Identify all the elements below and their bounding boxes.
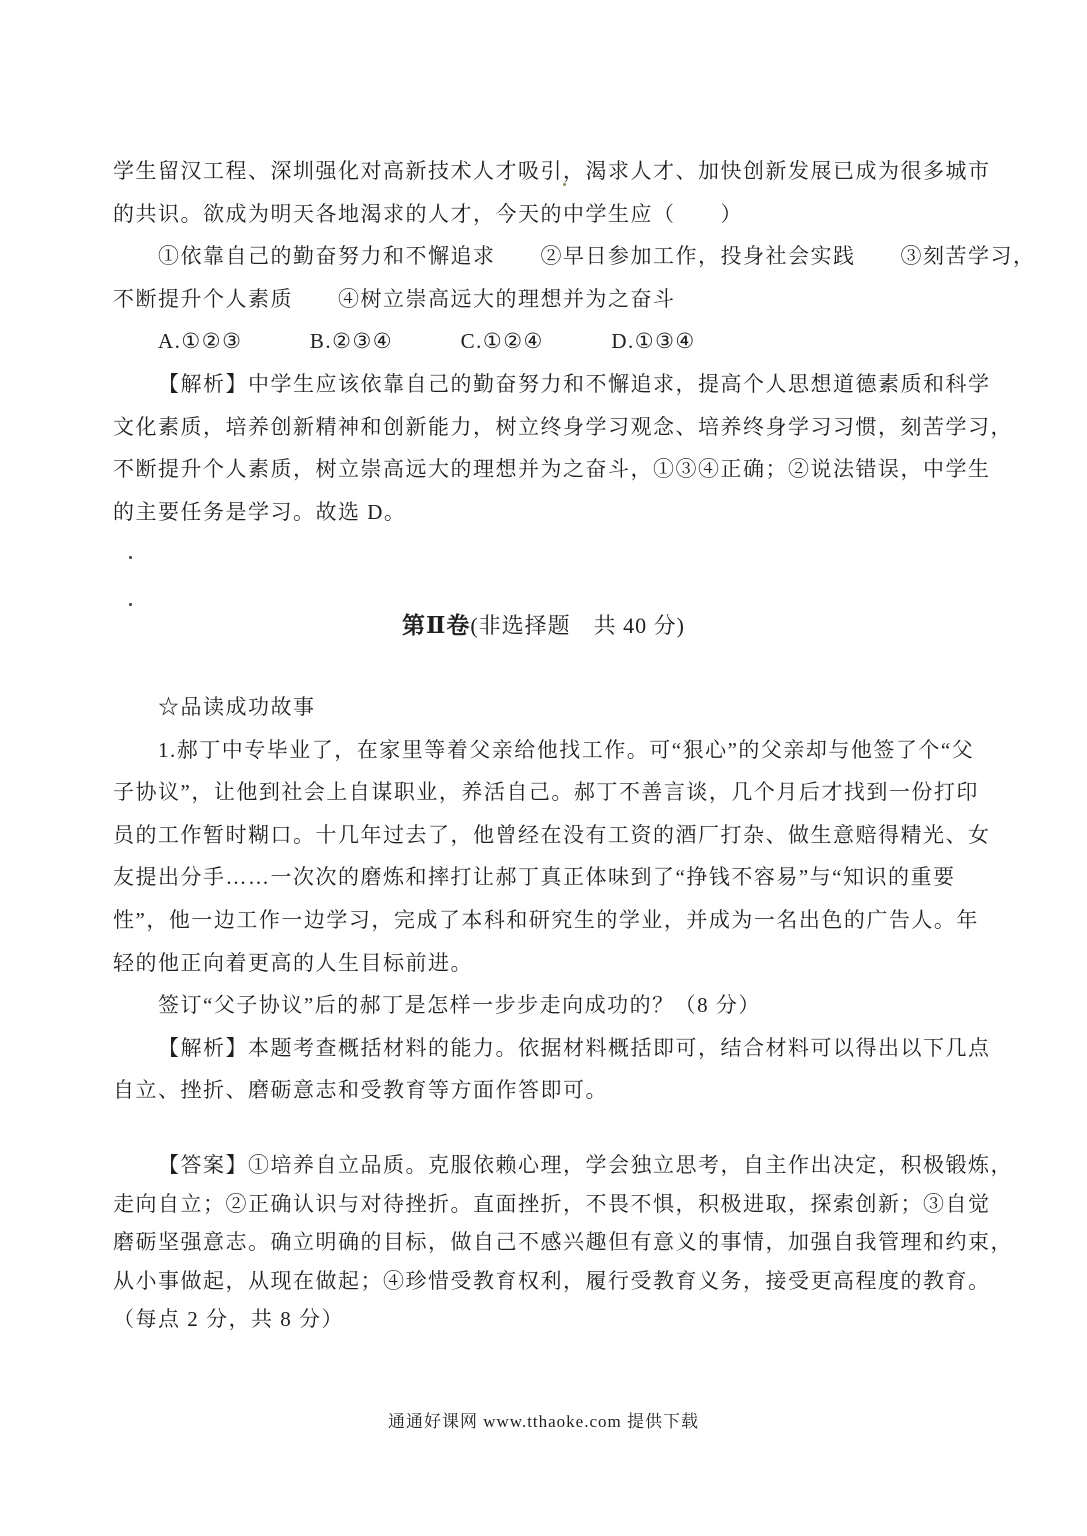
text-line: 文化素质，培养创新精神和创新能力，树立终身学习观念、培养终身学习习惯，刻苦学习， — [113, 414, 1013, 439]
text-line: ①依靠自己的勤奋努力和不懈追求 ②早日参加工作，投身社会实践 ③刻苦学习， — [158, 244, 1036, 269]
text-line: 性”，他一边工作一边学习，完成了本科和研究生的学业，并成为一名出色的广告人。年 — [113, 907, 979, 932]
text-line: 【解析】中学生应该依靠自己的勤奋努力和不懈追求，提高个人思想道德素质和科学 — [158, 371, 991, 396]
text-line: 自立、挫折、磨砺意志和受教育等方面作答即可。 — [113, 1078, 608, 1103]
text-line: 学生留汉工程、深圳强化对高新技术人才吸引，渴求人才、加快创新发展已成为很多城市 — [113, 159, 991, 183]
text-line: 【解析】本题考查概括材料的能力。依据材料概括即可，结合材料可以得出以下几点 — [158, 1035, 991, 1060]
margin-stray-dot — [129, 556, 132, 559]
text-line: 签订“父子协议”后的郝丁是怎样一步步走向成功的？（8 分） — [158, 993, 761, 1018]
text-line: （每点 2 分，共 8 分） — [113, 1307, 344, 1332]
text-line: 磨砺坚强意志。确立明确的目标，做自己不感兴趣但有意义的事情，加强自我管理和约束， — [113, 1230, 1013, 1255]
text-line: 走向自立；②正确认识与对待挫折。直面挫折，不畏不惧，积极进取，探索创新；③自觉 — [113, 1191, 991, 1216]
text-line: 1.郝丁中专毕业了，在家里等着父亲给他找工作。可“狠心”的父亲却与他签了个“父 — [158, 737, 975, 762]
part2-heading — [0, 607, 1087, 640]
question-analysis-block — [113, 150, 1036, 533]
spellcheck-mark — [563, 183, 566, 186]
text-line: 不断提升个人素质，树立崇高远大的理想并为之奋斗，①③④正确；②说法错误，中学生 — [113, 457, 991, 482]
text-line: 不断提升个人素质 ④树立崇高远大的理想并为之奋斗 — [113, 286, 676, 311]
text-line: ☆品读成功故事 — [158, 695, 316, 719]
margin-stray-dot — [129, 603, 132, 606]
text-line: 的共识。欲成为明天各地渴求的人才，今天的中学生应（ ） — [113, 201, 743, 226]
footer-watermark: 通通好课网 www.tthaoke.com 提供下载 — [387, 1412, 700, 1431]
text-line: 从小事做起，从现在做起；④珍惜受教育权利，履行受教育义务，接受更高程度的教育。 — [113, 1268, 991, 1293]
answer-block — [113, 1146, 1013, 1339]
story-section-block — [113, 686, 991, 1112]
part2-heading-title: 第Ⅱ卷 — [401, 613, 471, 638]
text-line: A.①②③ B.②③④ C.①②④ D.①③④ — [158, 329, 696, 354]
part2-heading-subtitle: (非选择题 共 40 分) — [470, 613, 686, 638]
text-line: 的主要任务是学习。故选 D。 — [113, 499, 407, 524]
text-line: 轻的他正向着更高的人生目标前进。 — [113, 950, 473, 975]
text-line: 子协议”，让他到社会上自谋职业，养活自己。郝丁不善言谈，几个月后才找到一份打印 — [113, 780, 979, 805]
text-line: 员的工作暂时糊口。十几年过去了，他曾经在没有工资的酒厂打杂、做生意赔得精光、女 — [113, 822, 991, 847]
text-line: 友提出分手……一次次的磨炼和摔打让郝丁真正体味到了“挣钱不容易”与“知识的重要 — [113, 865, 956, 890]
text-line: 【答案】①培养自立品质。克服依赖心理，学会独立思考，自主作出决定，积极锻炼， — [158, 1153, 1013, 1177]
